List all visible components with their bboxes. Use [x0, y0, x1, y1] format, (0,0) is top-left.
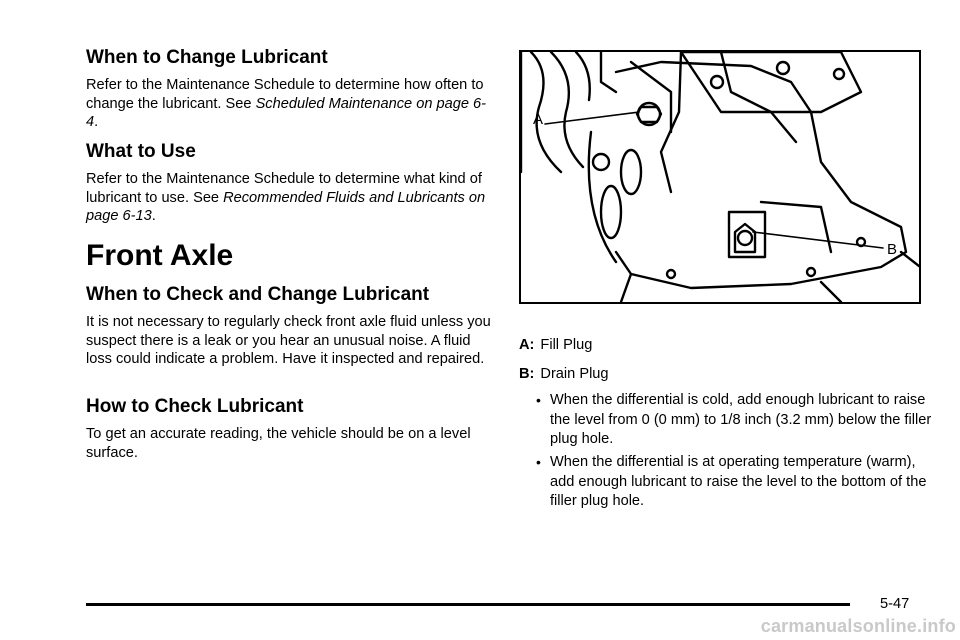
paragraph-when-to-change: Refer to the Maintenance Schedule to determine how often to change the lubricant. See Scheduled Maintenance on page 6-4.: [86, 77, 487, 130]
bullet-icon: •: [536, 392, 541, 408]
paragraph-what-to-use: Refer to the Maintenance Schedule to determine what kind of lubricant to use. See Recommended Fluids and Lubricants on page 6-13.: [86, 171, 486, 224]
differential-drawing: [521, 52, 919, 302]
bullet-warm-fill: • When the differential is at operating temperature (warm), add enough lubricant to raise the level to the bottom of the filler plug hole.: [536, 454, 927, 509]
heading-when-to-change-lubricant: When to Change Lubricant: [86, 47, 328, 68]
page-number: 5-47: [880, 596, 910, 612]
watermark: carmanualsonline.info: [760, 616, 956, 636]
legend-item-a: A: Fill Plug: [519, 337, 593, 353]
link-recommended-fluids[interactable]: Recommended Fluids and Lubricants on page 6-13: [86, 189, 486, 224]
paragraph-how-to-check: To get an accurate reading, the vehicle should be on a level surface.: [86, 426, 471, 461]
callout-a-label: A: [533, 111, 544, 128]
callout-b-label: B: [887, 241, 898, 258]
paragraph-check-and-change: It is not necessary to regularly check front axle fluid unless you suspect there is a leak or you hear an unusual noise. A fluid loss could indicate a problem. Have it inspected and repaired.: [86, 314, 491, 367]
heading-how-to-check: How to Check Lubricant: [86, 396, 304, 417]
footer-rule: [86, 603, 850, 606]
front-axle-illustration: [519, 50, 921, 304]
heading-when-to-check-and-change: When to Check and Change Lubricant: [86, 284, 430, 305]
link-scheduled-maintenance[interactable]: Scheduled Maintenance on page 6-4: [86, 95, 487, 130]
bullet-icon: •: [536, 454, 541, 470]
legend-item-b: B: Drain Plug: [519, 366, 609, 382]
heading-front-axle: Front Axle: [86, 239, 234, 272]
bullet-cold-fill: • When the differential is cold, add enough lubricant to raise the level from 0 (0 mm) to 1/8 inch (3.2 mm) below the filler plug hole.: [536, 392, 932, 447]
heading-what-to-use: What to Use: [86, 141, 196, 162]
